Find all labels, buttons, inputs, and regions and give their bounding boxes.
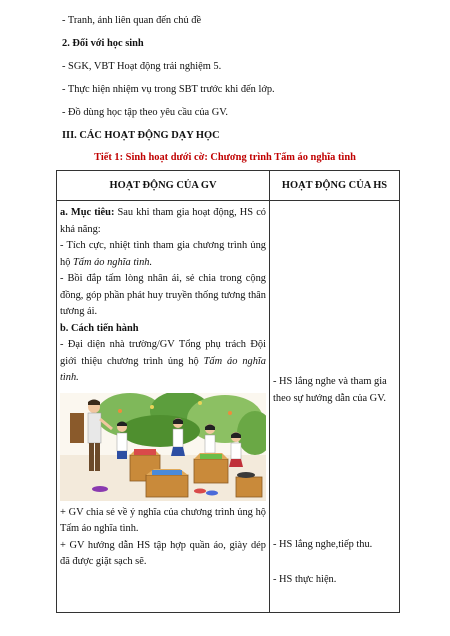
goal-item-1-program: Tấm áo nghĩa tình. [73, 256, 153, 268]
goal-label: a. Mục tiêu: [60, 207, 115, 218]
lesson-title: Tiết 1: Sinh hoạt dưới cờ: Chương trình Tấm áo nghĩa tình [94, 152, 356, 163]
student-response-2: - HS lắng nghe,tiếp thu. [273, 539, 373, 550]
activity-table [56, 170, 400, 613]
section-heading: III. CÁC HOẠT ĐỘNG DẠY HỌC [62, 130, 220, 141]
prep-line-supplies: - Đồ dùng học tập theo yêu cầu của GV. [62, 107, 229, 118]
goal-item-1 [60, 238, 266, 271]
goal-item-1-text: - Tích cực, nhiệt tình tham gia chương trình ủng hộ [60, 240, 266, 268]
header-student-activity: HOẠT ĐỘNG CỦA HS [270, 171, 400, 201]
goal-text: Sau khi tham gia hoạt động, HS có khả năng: [60, 207, 266, 235]
donation-illustration [60, 393, 266, 501]
student-response-3: - HS thực hiện. [273, 574, 337, 585]
students-heading: 2. Đối với học sinh [62, 38, 144, 49]
method-label-text: b. Cách tiến hành [60, 322, 139, 334]
goal-item-2: - Bồi đắp tấm lòng nhân ái, sẻ chia trong cộng đồng, góp phần phát huy truyền thống tương thân tương ái. [60, 273, 266, 317]
method-step-1-program: Tấm áo nghĩa tình. [60, 355, 266, 383]
method-step-1 [60, 337, 266, 387]
goal-paragraph [60, 205, 266, 238]
prep-line-textbook: - SGK, VBT Hoạt động trải nghiệm 5. [62, 61, 222, 72]
prep-line-tasks: - Thực hiện nhiệm vụ trong SBT trước khi đến lớp. [62, 84, 275, 95]
method-step-3: + GV hướng dẫn HS tập hợp quần áo, giày dép đã được giặt sạch sẽ. [60, 539, 266, 567]
student-activity-cell [270, 201, 400, 613]
method-step-2: + GV chia sẻ về ý nghĩa của chương trình ủng hộ Tấm áo nghĩa tình. [60, 506, 266, 534]
method-step-1-text: - Đại diện nhà trường/GV Tổng phụ trách Đội giới thiệu chương trình ủng hộ [60, 339, 266, 367]
prep-line-pictures: - Tranh, ảnh liên quan đến chủ đề [62, 15, 202, 26]
teacher-activity-cell [57, 201, 270, 613]
method-label [60, 321, 266, 338]
header-teacher-activity: HOẠT ĐỘNG CỦA GV [57, 171, 270, 201]
student-response-1: - HS lắng nghe và tham gia theo sự hướng dẫn của GV. [273, 376, 387, 404]
